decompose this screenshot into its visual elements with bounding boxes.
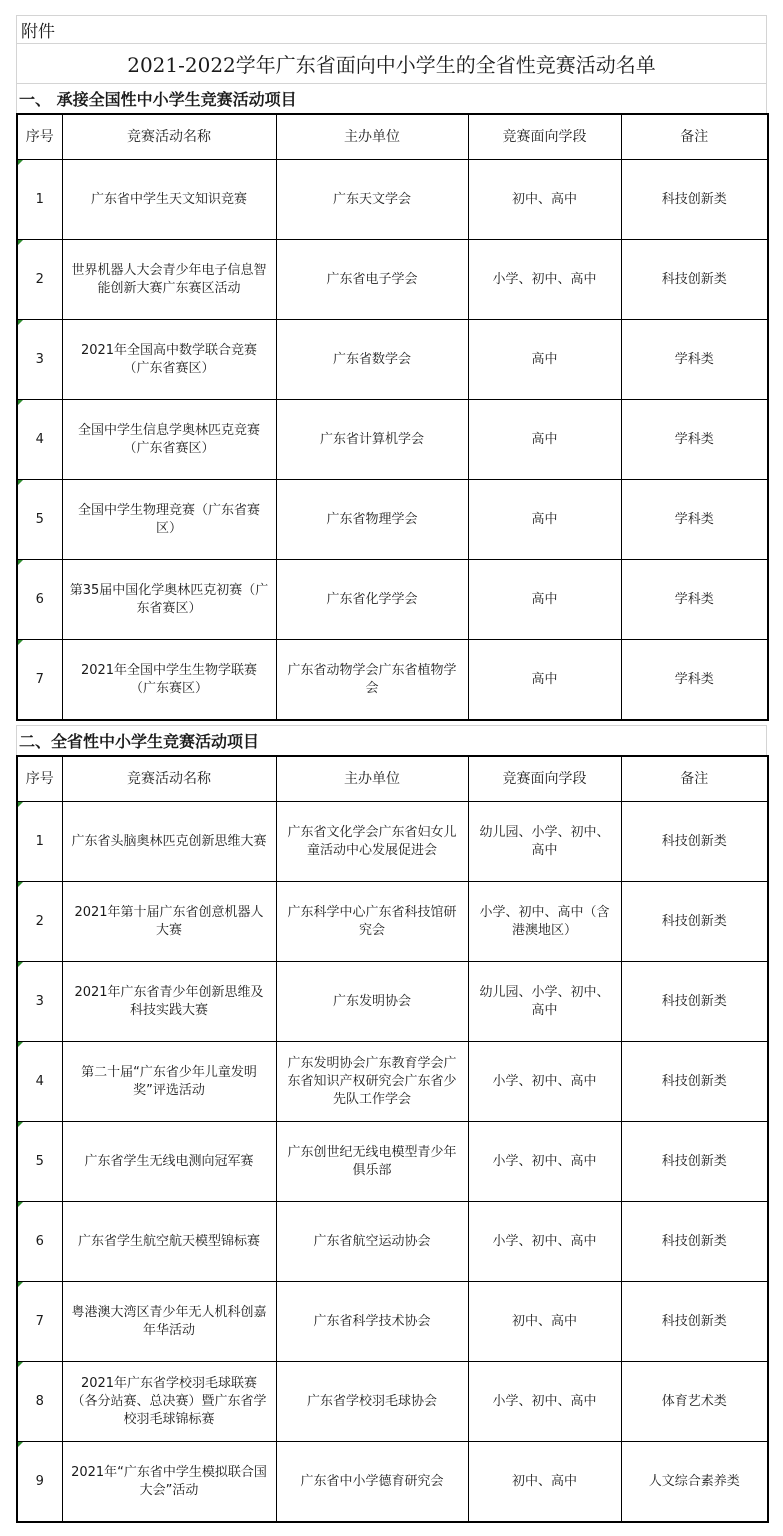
cell-stage: 幼儿园、小学、初中、高中 [468,802,621,882]
cell-note: 科技创新类 [621,240,768,320]
cell-competition-name: 全国中学生信息学奥林匹克竞赛（广东省赛区） [62,400,276,480]
cell-no: 1 [17,802,62,882]
table-row [17,882,768,962]
table-row [17,160,768,240]
cell-competition-name: 广东省学生航空航天模型锦标赛 [62,1202,276,1282]
table-row [17,962,768,1042]
cell-stage: 初中、高中 [468,1282,621,1362]
table-row [17,1362,768,1442]
cell-stage: 小学、初中、高中 [468,1202,621,1282]
cell-organizer: 广东省数学会 [276,320,468,400]
section2-heading: 二、全省性中小学生竞赛活动项目 [16,725,767,755]
table-row [17,1042,768,1122]
cell-no: 1 [17,160,62,240]
col-header-stage: 竞赛面向学段 [468,114,621,160]
cell-no: 6 [17,560,62,640]
cell-stage: 小学、初中、高中 [468,1362,621,1442]
cell-note: 科技创新类 [621,1042,768,1122]
cell-organizer: 广东创世纪无线电模型青少年俱乐部 [276,1122,468,1202]
cell-note: 科技创新类 [621,1122,768,1202]
cell-stage: 小学、初中、高中 [468,1122,621,1202]
cell-organizer: 广东省化学学会 [276,560,468,640]
cell-no: 7 [17,640,62,721]
document-sheet [16,15,767,1523]
section2-table [16,755,769,1523]
cell-organizer: 广东发明协会 [276,962,468,1042]
cell-stage: 初中、高中 [468,1442,621,1523]
table-header-row [17,114,768,160]
col-header-organizer: 主办单位 [276,114,468,160]
col-header-note: 备注 [621,114,768,160]
cell-organizer: 广东科学中心广东省科技馆研究会 [276,882,468,962]
cell-competition-name: 2021年广东省青少年创新思维及科技实践大赛 [62,962,276,1042]
cell-no: 7 [17,1282,62,1362]
cell-competition-name: 广东省头脑奥林匹克创新思维大赛 [62,802,276,882]
cell-organizer: 广东省学校羽毛球协会 [276,1362,468,1442]
cell-competition-name: 全国中学生物理竞赛（广东省赛区） [62,480,276,560]
cell-competition-name: 广东省中学生天文知识竞赛 [62,160,276,240]
cell-stage: 高中 [468,320,621,400]
cell-note: 体育艺术类 [621,1362,768,1442]
cell-organizer: 广东省文化学会广东省妇女儿童活动中心发展促进会 [276,802,468,882]
cell-competition-name: 广东省学生无线电测向冠军赛 [62,1122,276,1202]
cell-no: 3 [17,962,62,1042]
cell-note: 科技创新类 [621,802,768,882]
table-row [17,640,768,721]
cell-no: 5 [17,480,62,560]
cell-organizer: 广东省计算机学会 [276,400,468,480]
cell-organizer: 广东省航空运动协会 [276,1202,468,1282]
cell-stage: 小学、初中、高中 [468,240,621,320]
cell-note: 学科类 [621,480,768,560]
cell-note: 科技创新类 [621,1202,768,1282]
cell-competition-name: 2021年广东省学校羽毛球联赛（各分站赛、总决赛）暨广东省学校羽毛球锦标赛 [62,1362,276,1442]
table-row [17,802,768,882]
col-header-no: 序号 [17,114,62,160]
cell-note: 科技创新类 [621,160,768,240]
cell-note: 科技创新类 [621,882,768,962]
cell-note: 人文综合素养类 [621,1442,768,1523]
cell-no: 2 [17,882,62,962]
cell-stage: 高中 [468,480,621,560]
table-row [17,400,768,480]
cell-no: 3 [17,320,62,400]
cell-note: 学科类 [621,560,768,640]
cell-no: 6 [17,1202,62,1282]
cell-organizer: 广东天文学会 [276,160,468,240]
cell-organizer: 广东省电子学会 [276,240,468,320]
cell-note: 学科类 [621,400,768,480]
table-row [17,480,768,560]
table-row [17,240,768,320]
section1-heading: 一、 承接全国性中小学生竞赛活动项目 [16,83,767,113]
col-header-name: 竞赛活动名称 [62,756,276,802]
cell-stage: 高中 [468,560,621,640]
cell-competition-name: 世界机器人大会青少年电子信息智能创新大赛广东赛区活动 [62,240,276,320]
cell-competition-name: 粤港澳大湾区青少年无人机科创嘉年华活动 [62,1282,276,1362]
col-header-organizer: 主办单位 [276,756,468,802]
cell-no: 4 [17,400,62,480]
cell-organizer: 广东省科学技术协会 [276,1282,468,1362]
table-row [17,560,768,640]
cell-note: 学科类 [621,320,768,400]
cell-stage: 小学、初中、高中（含港澳地区） [468,882,621,962]
cell-no: 5 [17,1122,62,1202]
table-row [17,1282,768,1362]
table-row [17,1122,768,1202]
cell-competition-name: 2021年第十届广东省创意机器人大赛 [62,882,276,962]
cell-organizer: 广东省物理学会 [276,480,468,560]
table-row [17,1202,768,1282]
doc-title: 2021-2022学年广东省面向中小学生的全省性竞赛活动名单 [16,43,767,83]
table-header-row [17,756,768,802]
cell-organizer: 广东省中小学德育研究会 [276,1442,468,1523]
cell-competition-name: 2021年全国中学生生物学联赛（广东赛区） [62,640,276,721]
col-header-note: 备注 [621,756,768,802]
section1-table [16,113,769,721]
cell-competition-name: 第二十届“广东省少年儿童发明奖”评选活动 [62,1042,276,1122]
cell-note: 科技创新类 [621,1282,768,1362]
cell-organizer: 广东发明协会广东教育学会广东省知识产权研究会广东省少先队工作学会 [276,1042,468,1122]
col-header-name: 竞赛活动名称 [62,114,276,160]
col-header-stage: 竞赛面向学段 [468,756,621,802]
cell-note: 学科类 [621,640,768,721]
cell-competition-name: 2021年“广东省中学生模拟联合国大会”活动 [62,1442,276,1523]
cell-stage: 高中 [468,640,621,721]
cell-no: 4 [17,1042,62,1122]
cell-competition-name: 第35届中国化学奥林匹克初赛（广东省赛区） [62,560,276,640]
attachment-label: 附件 [16,15,767,43]
col-header-no: 序号 [17,756,62,802]
cell-stage: 幼儿园、小学、初中、高中 [468,962,621,1042]
table-row [17,1442,768,1523]
cell-organizer: 广东省动物学会广东省植物学会 [276,640,468,721]
cell-competition-name: 2021年全国高中数学联合竞赛（广东省赛区） [62,320,276,400]
cell-stage: 初中、高中 [468,160,621,240]
cell-no: 8 [17,1362,62,1442]
cell-no: 2 [17,240,62,320]
cell-no: 9 [17,1442,62,1523]
cell-stage: 小学、初中、高中 [468,1042,621,1122]
cell-stage: 高中 [468,400,621,480]
table-row [17,320,768,400]
cell-note: 科技创新类 [621,962,768,1042]
